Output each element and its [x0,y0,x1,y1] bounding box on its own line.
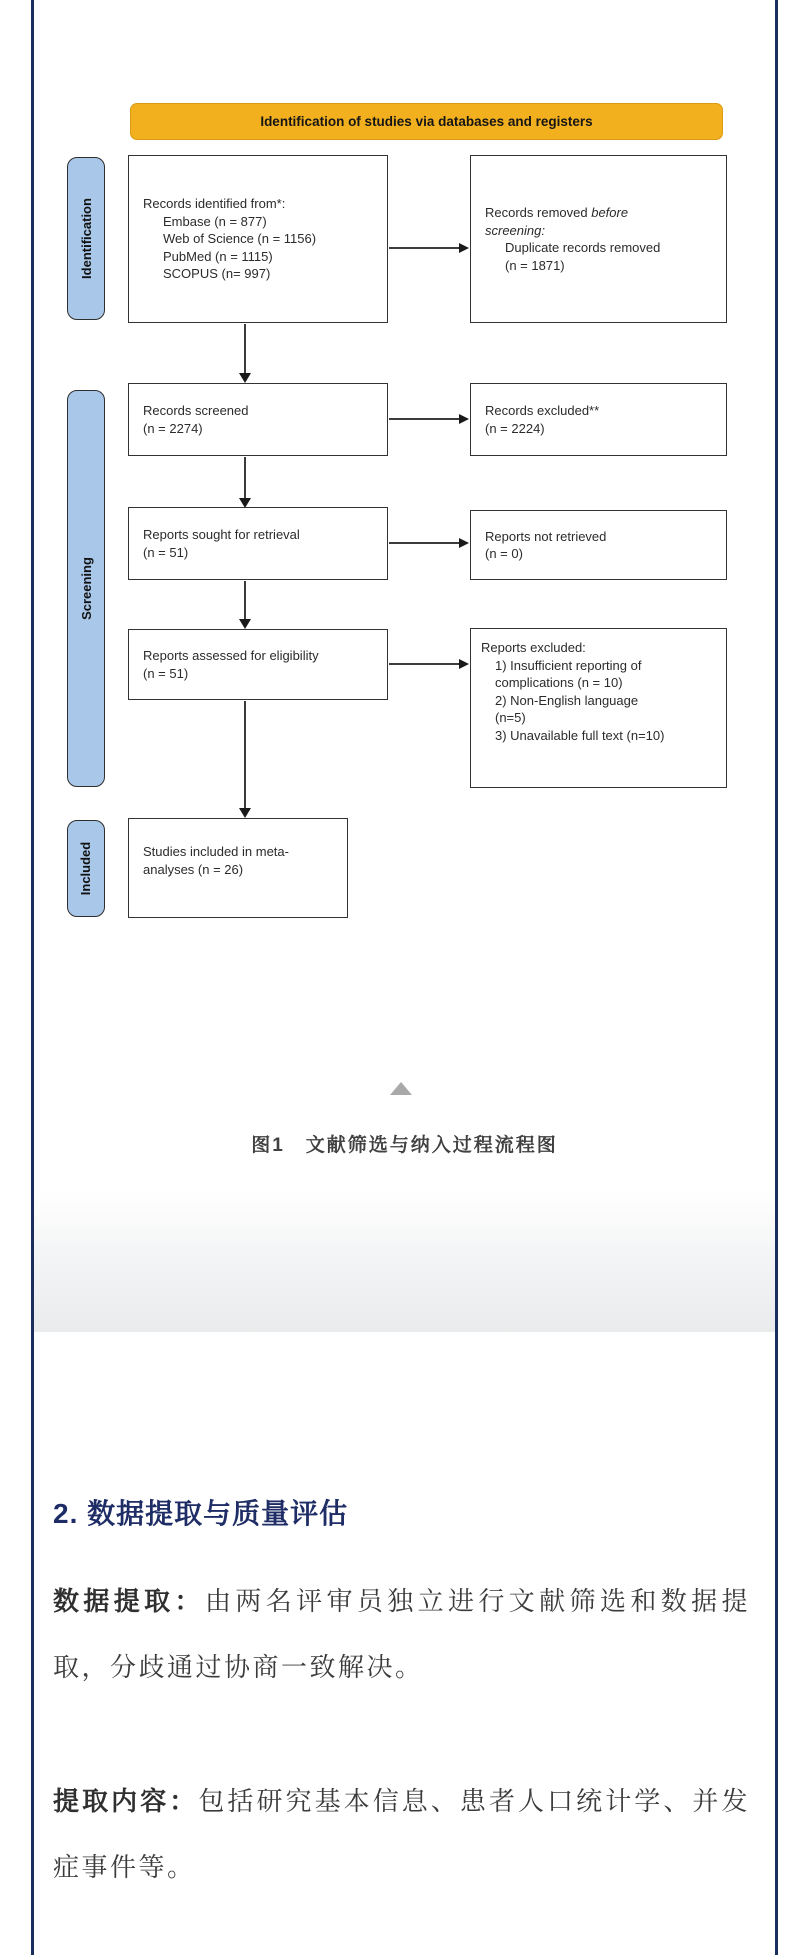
arrow-sought-to-not-retrieved [389,542,459,544]
arrowhead-down-icon [239,498,251,508]
figure-caption: 图1 文献筛选与纳入过程流程图 [251,1135,558,1156]
arrow-assessed-to-excluded [389,663,459,665]
records-screened-label: Records screened [143,403,249,418]
reports-sought-label: Reports sought for retrieval [143,527,300,542]
reports-assessed-label: Reports assessed for eligibility [143,648,319,663]
exclusion-reason-1b: complications (n = 10) [495,675,623,690]
reports-not-retrieved-label: Reports not retrieved [485,528,607,544]
stage-screening-label: Screening [78,557,94,620]
box-records-excluded [470,383,727,456]
exclusion-reason-2: 2) Non-English language [495,692,639,708]
records-removed-text: Records removed [485,205,592,220]
box-reports-excluded-reasons [470,628,727,788]
exclusion-reason-1: 1) Insufficient reporting of [495,657,642,673]
source-pubmed: PubMed (n = 1115) [163,248,273,264]
paragraph-data-extraction-lead: 数据提取： [53,1586,205,1616]
source-embase: Embase (n = 877) [163,213,267,229]
stage-screening [67,390,105,787]
section-divider-band [34,1190,775,1332]
paragraph-data-extraction-text: 由两名评审员独立进行文献筛选和数据提取，分歧通过协商一致解决。 [53,1586,750,1682]
arrowhead-right-icon [459,659,469,669]
box-records-removed-title [485,204,718,222]
exclusion-reason-2b: (n=5) [495,710,526,725]
studies-included-label: Studies included in meta- [143,844,289,859]
arrow-sought-to-assessed [244,581,246,620]
collapse-triangle-icon[interactable] [390,1082,412,1095]
reports-assessed-count: (n = 51) [143,665,189,681]
box-studies-included [128,818,348,918]
records-removed-before: before [591,205,629,220]
studies-included-count: analyses (n = 26) [143,861,244,877]
exclusion-reason-3: 3) Unavailable full text (n=10) [495,727,665,743]
arrow-assessed-to-included [244,701,246,809]
arrowhead-right-icon [459,414,469,424]
box-reports-sought [128,507,388,580]
page-border-right [775,0,778,1955]
paragraph-extraction-content-text: 包括研究基本信息、患者人口统计学、并发症事件等。 [53,1786,750,1882]
flowchart-banner-label: Identification of studies via databases and registers [260,114,593,129]
page-border-left [31,0,34,1955]
reports-excluded-title: Reports excluded: [481,640,586,655]
arrowhead-down-icon [239,619,251,629]
arrowhead-down-icon [239,373,251,383]
box-reports-assessed [128,629,388,700]
stage-identification-label: Identification [78,198,94,279]
records-excluded-count: (n = 2224) [485,420,545,436]
records-excluded-label: Records excluded** [485,403,600,418]
section-heading: 2. 数据提取与质量评估 [53,1498,349,1529]
reports-sought-count: (n = 51) [143,544,189,560]
arrow-identified-to-removed [389,247,459,249]
duplicate-records-removed: Duplicate records removed [505,240,661,255]
records-screened-count: (n = 2274) [143,420,203,436]
arrow-screened-to-sought [244,457,246,499]
arrow-screened-to-excluded [389,418,459,420]
arrowhead-right-icon [459,538,469,548]
records-removed-screening: screening: [485,222,545,238]
source-scopus: SCOPUS (n= 997) [163,266,271,282]
paragraph-extraction-content-lead: 提取内容： [53,1786,199,1816]
box-reports-not-retrieved [470,510,727,580]
reports-not-retrieved-count: (n = 0) [485,546,523,561]
box-records-identified [128,155,388,323]
stage-identification [67,157,105,320]
flowchart-banner [130,103,723,140]
stage-included [67,820,105,917]
box-records-removed [470,155,727,323]
paragraph-extraction-content [53,1768,750,1900]
box-records-identified-title: Records identified from*: [143,196,286,212]
arrowhead-down-icon [239,808,251,818]
arrow-identified-to-screened [244,324,246,373]
paragraph-data-extraction [53,1568,750,1700]
box-records-screened [128,383,388,456]
arrowhead-right-icon [459,243,469,253]
stage-included-label: Included [78,841,94,896]
source-web-of-science: Web of Science (n = 1156) [163,231,317,247]
duplicate-records-count: (n = 1871) [505,257,565,273]
